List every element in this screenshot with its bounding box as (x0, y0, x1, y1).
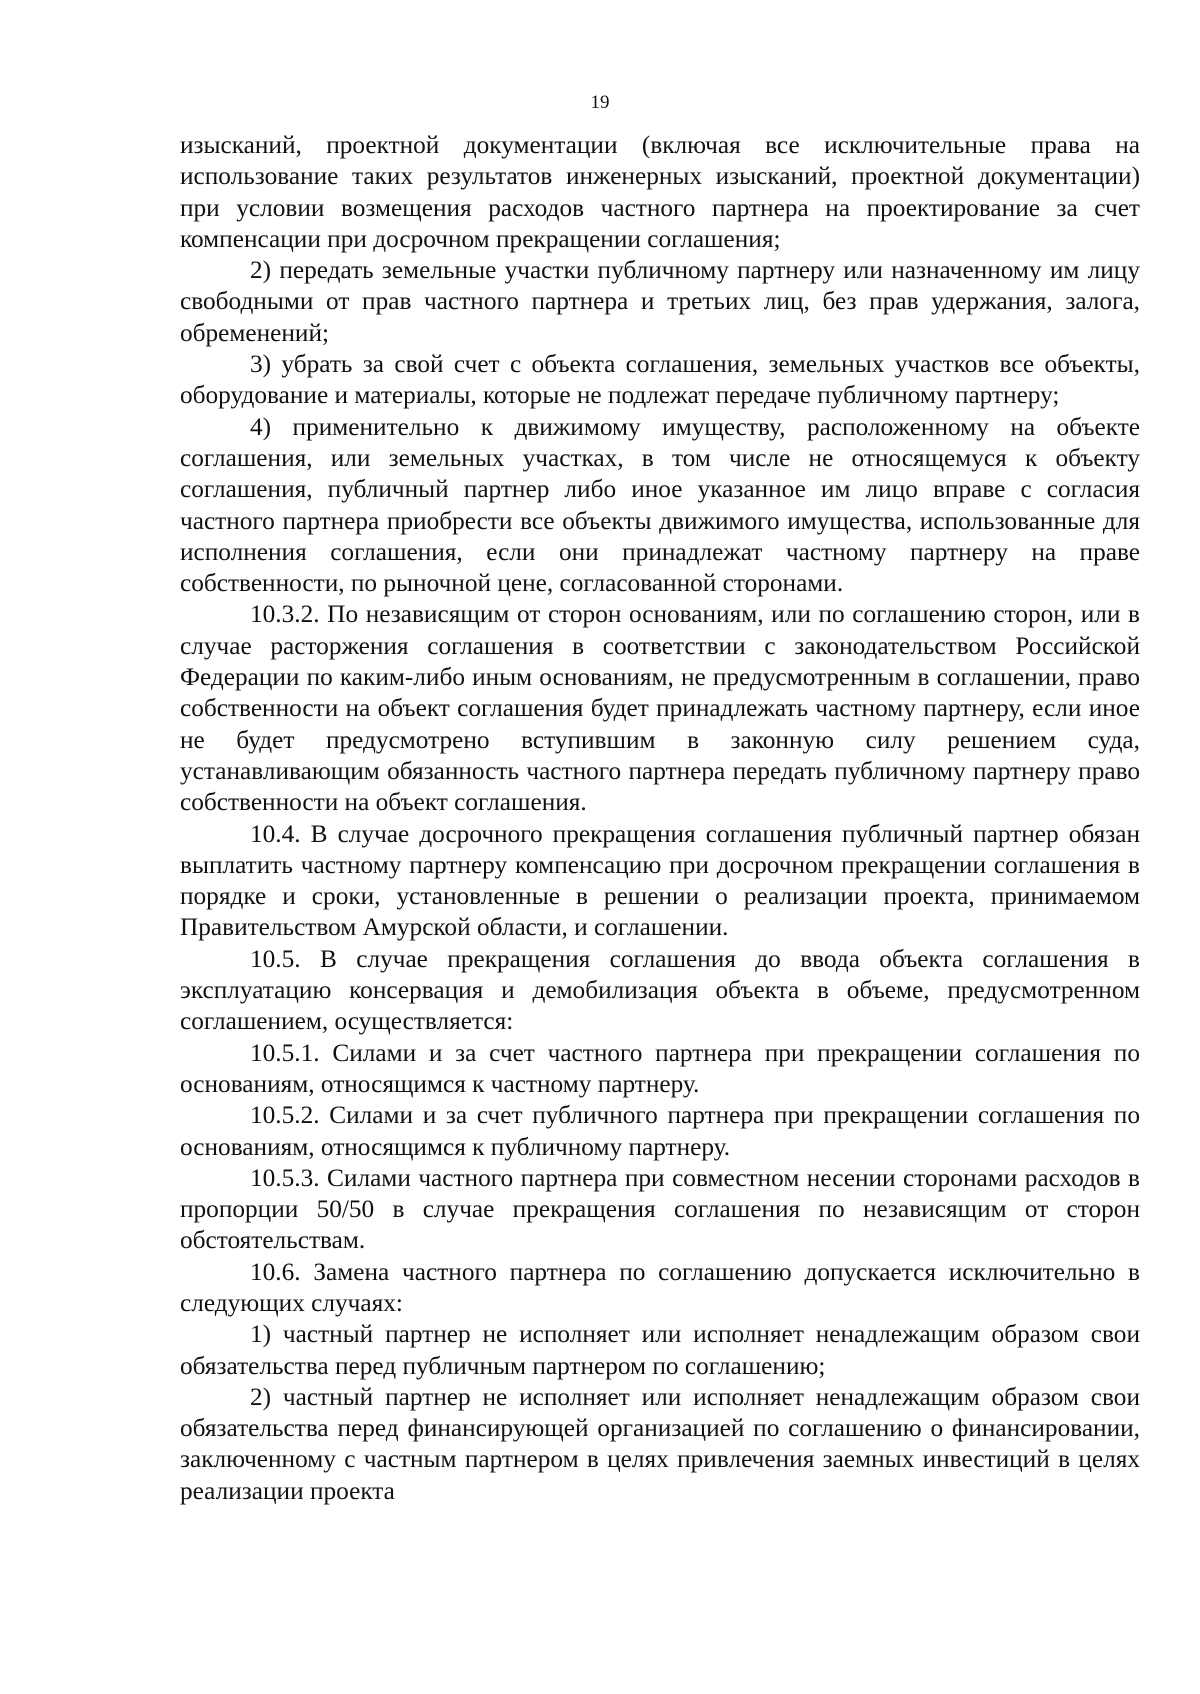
paragraph: 10.6. Замена частного партнера по соглашению допускается исключительно в следующих случаях: (180, 1257, 1140, 1317)
paragraph: 10.5. В случае прекращения соглашения до ввода объекта соглашения в эксплуатацию консервация и демобилизация объекта в объеме, предусмотренном соглашением, осуществляется: (180, 944, 1140, 1036)
paragraph: 10.5.1. Силами и за счет частного партнера при прекращении соглашения по основаниям, относящимся к частному партнеру. (180, 1038, 1140, 1098)
paragraph: 10.5.3. Силами частного партнера при совместном несении сторонами расходов в пропорции 50/50 в случае прекращения соглашения по независящим от сторон обстоятельствам. (180, 1163, 1140, 1255)
page-number: 19 (590, 92, 610, 113)
paragraph: 10.4. В случае досрочного прекращения соглашения публичный партнер обязан выплатить частному партнеру компенсацию при досрочном прекращении соглашения в порядке и сроки, установленные в решении о реализации проекта, принимаемом Правительством Амурской области, и соглашении. (180, 819, 1140, 942)
paragraph: 3) убрать за свой счет с объекта соглашения, земельных участков все объекты, оборудование и материалы, которые не подлежат передаче публичному партнеру; (180, 350, 1140, 410)
paragraph: 1) частный партнер не исполняет или исполняет ненадлежащим образом свои обязательства перед публичным партнером по соглашению; (180, 1320, 1140, 1380)
paragraph: 10.5.2. Силами и за счет публичного партнера при прекращении соглашения по основаниям, относящимся к публичному партнеру. (180, 1101, 1140, 1161)
paragraph: изысканий, проектной документации (включая все исключительные права на использование таких результатов инженерных изысканий, проектной документации) при условии возмещения расходов частного партнера на проектирование за счет компенсации при досрочном прекращении соглашения; (180, 131, 1140, 253)
paragraph: 4) применительно к движимому имуществу, расположенному на объекте соглашения, или земельных участках, в том числе не относящемуся к объекту соглашения, публичный партнер либо иное указанное им лицо вправе с согласия частного партнера приобрести все объекты движимого имущества, использованные для исполнения соглашения, если они принадлежат частному партнеру на праве собственности, по рыночной цене, согласованной сторонами. (180, 412, 1140, 598)
paragraph: 2) передать земельные участки публичному партнеру или назначенному им лицу свободными от прав частного партнера и третьих лиц, без прав удержания, залога, обременений; (180, 256, 1140, 347)
document-body (180, 130, 1140, 1507)
paragraph: 10.3.2. По независящим от сторон основаниям, или по соглашению сторон, или в случае расторжения соглашения в соответствии с законодательством Российской Федерации по каким-либо иным основаниям, не предусмотренным в соглашении, право собственности на объект соглашения будет принадлежать частному партнеру, если иное не будет предусмотрено вступившим в законную силу решением суда, устанавливающим обязанность частного партнера передать публичному партнеру право собственности на объект соглашения. (180, 600, 1140, 817)
paragraph: 2) частный партнер не исполняет или исполняет ненадлежащим образом свои обязательства перед финансирующей организацией по соглашению о финансировании, заключенному с частным партнером в целях привлечения заемных инвестиций в целях реализации проекта (180, 1382, 1140, 1505)
